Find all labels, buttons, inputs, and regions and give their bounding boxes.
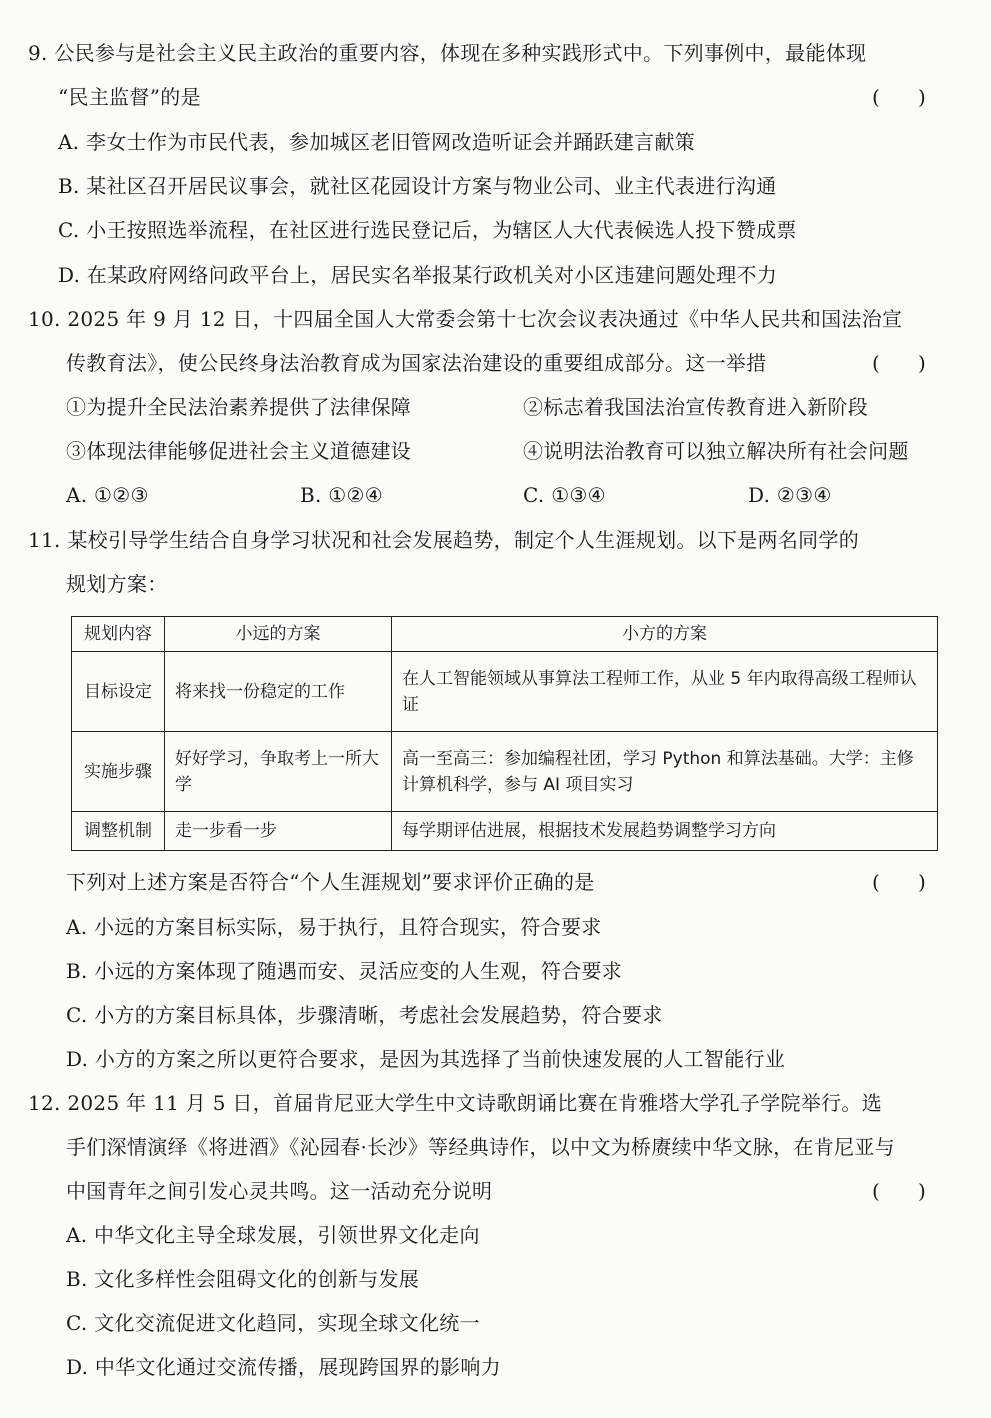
table-header-cell: 小远的方案 xyxy=(165,617,392,652)
q10-option-c: C. ①③④ xyxy=(523,483,606,507)
table-cell: 实施步骤 xyxy=(72,732,165,812)
table-cell: 好好学习，争取考上一所大学 xyxy=(165,732,392,812)
table-cell: 在人工智能领域从事算法工程师工作，从业 5 年内取得高级工程师认证 xyxy=(392,652,938,732)
table-cell: 调整机制 xyxy=(72,812,165,851)
table-cell: 高一至高三：参加编程社团，学习 Python 和算法基础。大学：主修计算机科学，参与 AI 项目实习 xyxy=(392,732,938,812)
q12-option-d: D. 中华文化通过交流传播，展现跨国界的影响力 xyxy=(66,1355,501,1379)
table-cell: 走一步看一步 xyxy=(165,812,392,851)
table-row xyxy=(72,652,938,732)
q11-option-b: B. 小远的方案体现了随遇而安、灵活应变的人生观，符合要求 xyxy=(66,959,623,983)
q9-stem-line2: “民主监督”的是 xyxy=(58,85,201,109)
q12-option-b: B. 文化多样性会阻碍文化的创新与发展 xyxy=(66,1267,420,1291)
career-plan-table xyxy=(71,616,938,851)
q10-option-a: A. ①②③ xyxy=(66,483,149,507)
q11-stem-line1: 11. 某校引导学生结合自身学习状况和社会发展趋势，制定个人生涯规划。以下是两名同学的 xyxy=(28,528,860,552)
q10-answer-bracket: ( ) xyxy=(872,351,926,375)
q10-stem-line1: 10. 2025 年 9 月 12 日，十四届全国人大常委会第十七次会议表决通过《中华人民共和国法治宣 xyxy=(28,307,903,331)
q9-option-c: C. 小王按照选举流程，在社区进行选民登记后，为辖区人大代表候选人投下赞成票 xyxy=(58,218,797,242)
q12-option-c: C. 文化交流促进文化趋同，实现全球文化统一 xyxy=(66,1311,480,1335)
table-cell: 目标设定 xyxy=(72,652,165,732)
table-header-cell: 小方的方案 xyxy=(392,617,938,652)
q9-option-a: A. 李女士作为市民代表，参加城区老旧管网改造听证会并踊跃建言献策 xyxy=(58,130,696,154)
q12-stem-line3: 中国青年之间引发心灵共鸣。这一活动充分说明 xyxy=(66,1179,493,1203)
q11-stem-line2: 规划方案： xyxy=(66,572,168,596)
q11-option-c: C. 小方的方案目标具体，步骤清晰，考虑社会发展趋势，符合要求 xyxy=(66,1003,663,1027)
q9-option-b: B. 某社区召开居民议事会，就社区花园设计方案与物业公司、业主代表进行沟通 xyxy=(58,174,777,198)
q10-option-d: D. ②③④ xyxy=(748,483,832,507)
q11-question: 下列对上述方案是否符合“个人生涯规划”要求评价正确的是 xyxy=(66,870,595,894)
q12-stem-line2: 手们深情演绎《将进酒》《沁园春·长沙》等经典诗作，以中文为桥赓续中华文脉，在肯尼亚与 xyxy=(66,1135,895,1159)
q9-stem-line1: 9. 公民参与是社会主义民主政治的重要内容，体现在多种实践形式中。下列事例中，最能体现 xyxy=(28,41,867,65)
q10-statement-4: ④说明法治教育可以独立解决所有社会问题 xyxy=(523,439,909,463)
q12-answer-bracket: ( ) xyxy=(872,1179,926,1203)
table-row xyxy=(72,732,938,812)
q10-statement-2: ②标志着我国法治宣传教育进入新阶段 xyxy=(523,395,869,419)
q10-stem-line2: 传教育法》，使公民终身法治教育成为国家法治建设的重要组成部分。这一举措 xyxy=(66,351,767,375)
q10-statement-3: ③体现法律能够促进社会主义道德建设 xyxy=(66,439,412,463)
q11-option-d: D. 小方的方案之所以更符合要求，是因为其选择了当前快速发展的人工智能行业 xyxy=(66,1047,786,1071)
table-cell: 每学期评估进展，根据技术发展趋势调整学习方向 xyxy=(392,812,938,851)
q10-option-b: B. ①②④ xyxy=(300,483,384,507)
table-cell: 将来找一份稳定的工作 xyxy=(165,652,392,732)
q10-statement-1: ①为提升全民法治素养提供了法律保障 xyxy=(66,395,412,419)
q9-option-d: D. 在某政府网络问政平台上，居民实名举报某行政机关对小区违建问题处理不力 xyxy=(58,263,778,287)
q11-answer-bracket: ( ) xyxy=(872,870,926,894)
q11-option-a: A. 小远的方案目标实际，易于执行，且符合现实，符合要求 xyxy=(66,915,602,939)
table-header-row xyxy=(72,617,938,652)
q12-option-a: A. 中华文化主导全球发展，引领世界文化走向 xyxy=(66,1223,480,1247)
q12-stem-line1: 12. 2025 年 11 月 5 日，首届肯尼亚大学生中文诗歌朗诵比赛在肯雅塔大学孔子学院举行。选 xyxy=(28,1091,883,1115)
table-header-cell: 规划内容 xyxy=(72,617,165,652)
table-row xyxy=(72,812,938,851)
q9-answer-bracket: ( ) xyxy=(872,85,926,109)
